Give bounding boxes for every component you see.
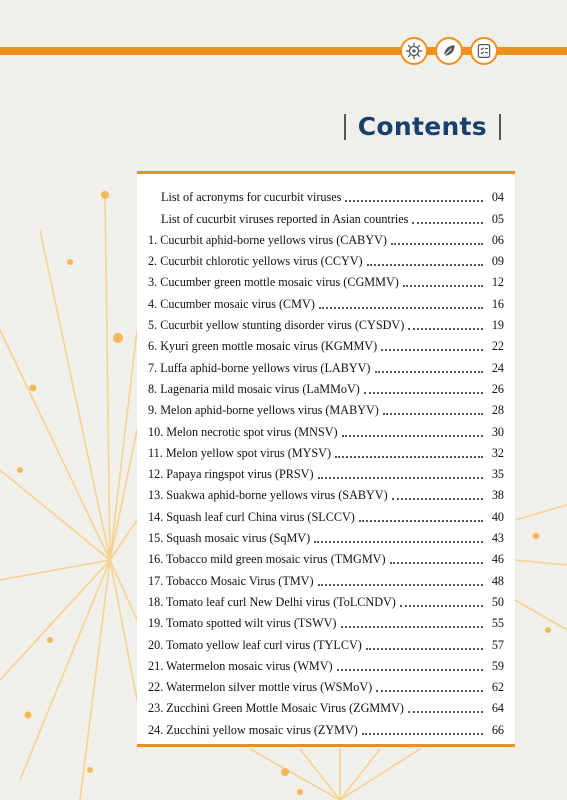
- toc-entry[interactable]: [148, 482, 504, 503]
- toc-entry[interactable]: [148, 354, 504, 375]
- toc-entry-page: 04: [491, 190, 504, 205]
- toc-entry[interactable]: [148, 653, 504, 674]
- toc-leader-dots: [319, 307, 483, 309]
- toc-entry[interactable]: [148, 631, 504, 652]
- toc-leader-dots: [359, 520, 483, 522]
- toc-entry-title: 14. Squash leaf curl China virus (SLCCV): [148, 509, 355, 524]
- toc-entry-title: 17. Tobacco Mosaic Virus (TMV): [148, 573, 314, 588]
- toc-entry-title: 19. Tomato spotted wilt virus (TSWV): [148, 616, 337, 631]
- toc-entry-page: 50: [491, 594, 504, 609]
- toc-entry-title: 4. Cucumber mosaic virus (CMV): [148, 296, 315, 311]
- toc-entry-title: 23. Zucchini Green Mottle Mosaic Virus (ZGMMV): [148, 701, 404, 716]
- toc-entry[interactable]: [148, 333, 504, 354]
- toc-entry[interactable]: [148, 525, 504, 546]
- toc-entry[interactable]: [148, 589, 504, 610]
- toc-leader-dots: [362, 733, 483, 735]
- toc-entry-title: 6. Kyuri green mottle mosaic virus (KGMMV): [148, 339, 378, 354]
- toc-leader-dots: [408, 328, 483, 330]
- toc-entry-title: 11. Melon yellow spot virus (MYSV): [148, 445, 332, 460]
- leaf-icon: [435, 37, 463, 65]
- toc-entry-title: 16. Tobacco mild green mosaic virus (TMGMV): [148, 552, 386, 567]
- toc-leader-dots: [367, 264, 483, 266]
- toc-entry[interactable]: [148, 418, 504, 439]
- toc-leader-dots: [392, 498, 483, 500]
- toc-entry[interactable]: [148, 376, 504, 397]
- toc-entry-page: 19: [491, 318, 504, 333]
- toc-entry[interactable]: [148, 674, 504, 695]
- toc-entry-title: List of acronyms for cucurbit viruses: [161, 190, 342, 205]
- toc-entry-page: 09: [491, 254, 504, 269]
- toc-entry[interactable]: [148, 440, 504, 461]
- toc-entry-page: 24: [491, 360, 504, 375]
- toc-entry-title: 9. Melon aphid-borne yellows virus (MABYV): [148, 403, 379, 418]
- toc-entry-title: 1. Cucurbit aphid-borne yellows virus (CABYV): [148, 232, 387, 247]
- toc-entry-page: 35: [491, 467, 504, 482]
- toc-entry-page: 38: [491, 488, 504, 503]
- toc-entry[interactable]: [148, 269, 504, 290]
- page-title: Contents: [357, 112, 487, 141]
- toc-entry-title: 24. Zucchini yellow mosaic virus (ZYMV): [148, 722, 358, 737]
- toc-entry[interactable]: [148, 461, 504, 482]
- toc-entry-title: List of cucurbit viruses reported in Asian countries: [161, 211, 409, 226]
- toc-entry-page: 48: [491, 573, 504, 588]
- toc-entry-page: 06: [491, 232, 504, 247]
- toc-entry-page: 22: [491, 339, 504, 354]
- toc-entry[interactable]: [148, 312, 504, 333]
- toc-leader-dots: [366, 648, 483, 650]
- toc-entry-title: 15. Squash mosaic virus (SqMV): [148, 531, 311, 546]
- toc-entry-title: 18. Tomato leaf curl New Delhi virus (ToLCNDV): [148, 594, 396, 609]
- toc-entry-page: 55: [491, 616, 504, 631]
- toc-entry[interactable]: [148, 184, 504, 205]
- toc-leader-dots: [364, 392, 483, 394]
- toc-entry[interactable]: [148, 567, 504, 588]
- toc-entry-page: 43: [491, 531, 504, 546]
- virus-icon: [400, 37, 428, 65]
- toc-leader-dots: [376, 690, 483, 692]
- toc-leader-dots: [314, 541, 483, 543]
- toc-entry-page: 16: [491, 296, 504, 311]
- toc-entry-page: 46: [491, 552, 504, 567]
- toc-entry-page: 57: [491, 637, 504, 652]
- toc-leader-dots: [337, 669, 483, 671]
- toc-entry[interactable]: [148, 290, 504, 311]
- toc-leader-dots: [390, 562, 483, 564]
- toc-entry-page: 66: [491, 722, 504, 737]
- table-of-contents: [137, 171, 515, 747]
- toc-leader-dots: [318, 584, 483, 586]
- toc-entry-title: 22. Watermelon silver mottle virus (WSMoV): [148, 680, 373, 695]
- toc-leader-dots: [341, 626, 484, 628]
- toc-leader-dots: [375, 371, 484, 373]
- toc-entry-page: 62: [491, 680, 504, 695]
- page-heading: [344, 112, 501, 141]
- toc-entry-title: 8. Lagenaria mild mosaic virus (LaMMoV): [148, 381, 360, 396]
- toc-leader-dots: [400, 605, 483, 607]
- toc-entry[interactable]: [148, 205, 504, 226]
- toc-entry-page: 12: [491, 275, 504, 290]
- toc-entry[interactable]: [148, 397, 504, 418]
- toc-leader-dots: [381, 349, 483, 351]
- toc-leader-dots: [403, 285, 483, 287]
- toc-entry-title: 13. Suakwa aphid-borne yellows virus (SABYV): [148, 488, 388, 503]
- toc-entry[interactable]: [148, 716, 504, 737]
- heading-right-bar: [499, 114, 501, 140]
- heading-left-bar: [344, 114, 346, 140]
- toc-entry-page: 26: [491, 381, 504, 396]
- header-icon-group: [400, 37, 498, 65]
- toc-leader-dots: [408, 711, 483, 713]
- toc-entry[interactable]: [148, 695, 504, 716]
- toc-entry-title: 20. Tomato yellow leaf curl virus (TYLCV): [148, 637, 362, 652]
- toc-entry[interactable]: [148, 546, 504, 567]
- toc-entry-title: 2. Cucurbit chlorotic yellows virus (CCYV): [148, 254, 363, 269]
- toc-entry-page: 64: [491, 701, 504, 716]
- toc-entry-title: 5. Cucurbit yellow stunting disorder virus (CYSDV): [148, 318, 405, 333]
- toc-entry-page: 30: [491, 424, 504, 439]
- toc-entry-title: 12. Papaya ringspot virus (PRSV): [148, 467, 314, 482]
- toc-entry[interactable]: [148, 503, 504, 524]
- toc-entry-title: 7. Luffa aphid-borne yellows virus (LABYV): [148, 360, 371, 375]
- toc-entry-page: 28: [491, 403, 504, 418]
- toc-leader-dots: [383, 413, 483, 415]
- toc-entry-title: 3. Cucumber green mottle mosaic virus (CGMMV): [148, 275, 399, 290]
- toc-entry[interactable]: [148, 248, 504, 269]
- toc-leader-dots: [342, 435, 483, 437]
- toc-entry-page: 32: [491, 445, 504, 460]
- toc-leader-dots: [391, 243, 483, 245]
- toc-leader-dots: [345, 200, 483, 202]
- checklist-icon: [470, 37, 498, 65]
- toc-leader-dots: [318, 477, 483, 479]
- toc-leader-dots: [335, 456, 483, 458]
- toc-entry[interactable]: [148, 227, 504, 248]
- toc-entry-page: 40: [491, 509, 504, 524]
- toc-entry-page: 05: [491, 211, 504, 226]
- toc-leader-dots: [412, 222, 483, 224]
- toc-entry-title: 21. Watermelon mosaic virus (WMV): [148, 658, 333, 673]
- toc-entry-page: 59: [491, 658, 504, 673]
- toc-entry-title: 10. Melon necrotic spot virus (MNSV): [148, 424, 338, 439]
- toc-entry[interactable]: [148, 610, 504, 631]
